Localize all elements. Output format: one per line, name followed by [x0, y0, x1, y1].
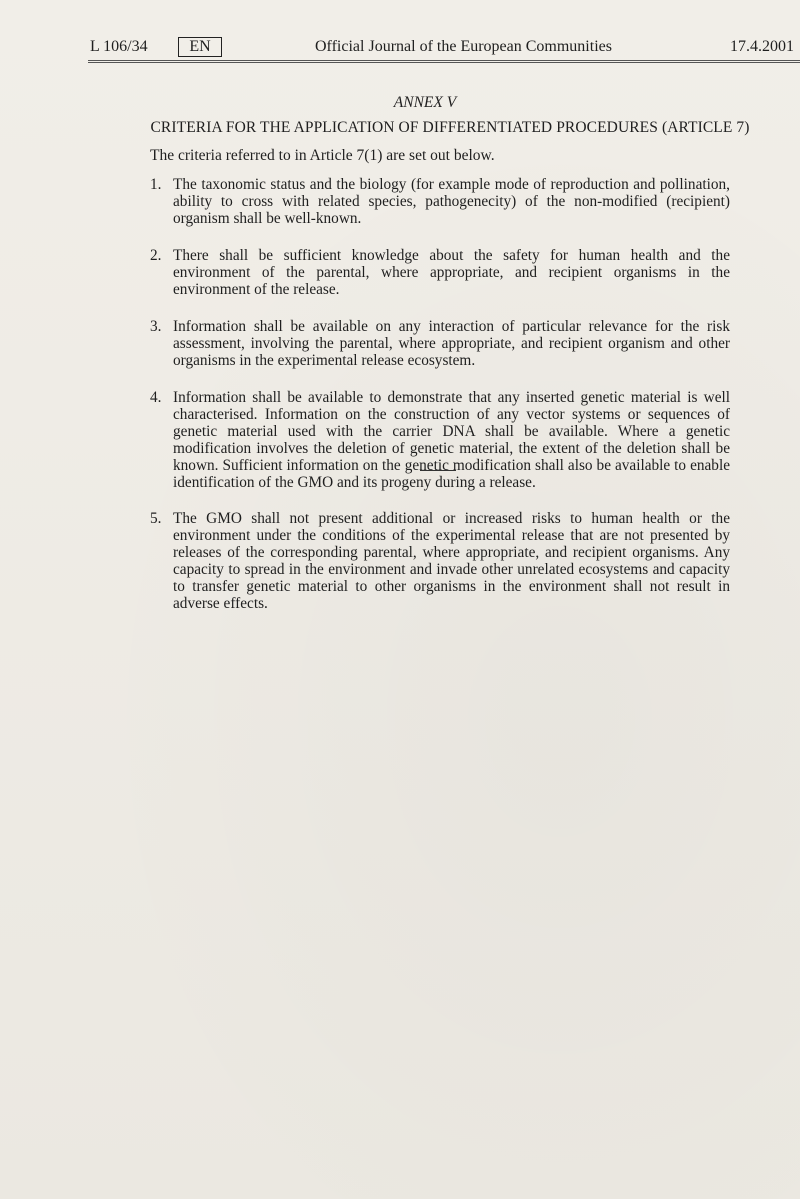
- item-number: 3.: [150, 318, 162, 335]
- item-text: Information shall be available on any interaction of particular relevance for the risk assessment, involving the parental, where appropriate, and recipient organism and other organisms in the experimental release ecosystem.: [173, 318, 730, 369]
- header-divider: [88, 60, 800, 63]
- journal-title: Official Journal of the European Communities: [315, 38, 612, 55]
- item-number: 1.: [150, 176, 162, 193]
- item-text: The taxonomic status and the biology (for example mode of reproduction and pollination, ability to cross with related species, pathogenecity) of the non-modified (recipient) organism shall be well-known.: [173, 176, 730, 227]
- item-number: 5.: [150, 510, 162, 527]
- criteria-item: [150, 176, 730, 227]
- criteria-item: [150, 389, 730, 491]
- criteria-item: [150, 318, 730, 369]
- publication-date: 17.4.2001: [730, 38, 794, 55]
- annex-label: ANNEX V: [393, 94, 457, 111]
- journal-header: [0, 38, 800, 60]
- page-reference: L 106/34: [90, 38, 148, 55]
- criteria-item: [150, 510, 730, 612]
- item-number: 2.: [150, 247, 162, 264]
- annex-title: CRITERIA FOR THE APPLICATION OF DIFFERENTIATED PROCEDURES (ARTICLE 7): [150, 119, 750, 136]
- criteria-item: [150, 247, 730, 298]
- end-divider: [420, 470, 456, 471]
- item-number: 4.: [150, 389, 162, 406]
- criteria-list: [150, 176, 730, 612]
- item-text: The GMO shall not present additional or increased risks to human health or the environment under the conditions of the experimental release that are not presented by releases of the corresponding parental, where appropriate, and recipient organisms. Any capacity to spread in the environment and invade other unrelated ecosystems and capacity to transfer genetic material to other organisms in the environment shall not result in adverse effects.: [173, 510, 730, 612]
- language-badge: EN: [178, 37, 222, 57]
- intro-text: The criteria referred to in Article 7(1) are set out below.: [150, 147, 495, 164]
- item-text: Information shall be available to demonstrate that any inserted genetic material is well characterised. Information on the construction of any vector systems or sequences of genetic material used with the carrier DNA shall be available. Where a genetic modification involves the deletion of genetic material, the extent of the deletion shall be known. Sufficient information on the genetic modification shall also be available to enable identification of the GMO and its progeny during a release.: [173, 389, 730, 491]
- item-text: There shall be sufficient knowledge about the safety for human health and the environment of the parental, where appropriate, and recipient organisms in the environment of the release.: [173, 247, 730, 298]
